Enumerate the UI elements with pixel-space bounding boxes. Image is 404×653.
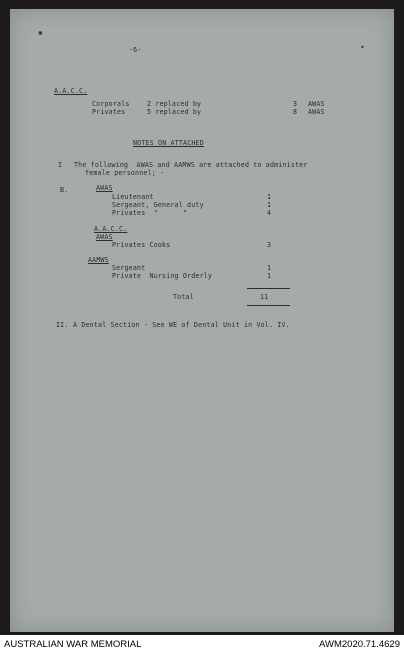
note-ii-text: A Dental Section - See WE of Dental Unit in Vol. IV.	[73, 321, 290, 329]
replacement-text-2: 5 replaced by	[147, 108, 202, 116]
replacement-unit-2: AWAS	[308, 108, 325, 116]
awas-row-label: Sergeant, General duty	[112, 201, 204, 209]
notes-heading: NOTES ON ATTACHED	[133, 139, 204, 147]
note-i-numeral: I	[58, 161, 63, 169]
footer-institution: AUSTRALIAN WAR MEMORIAL	[4, 639, 142, 650]
awas-row-label: Privates " "	[112, 209, 188, 217]
note-ii-numeral: II.	[56, 321, 69, 329]
awas-row-label: Lieutenant	[112, 193, 154, 201]
note-i-line2: female personnel; -	[85, 169, 165, 177]
aamws-heading: AAMWS	[88, 256, 109, 264]
footer-accession-number: AWM2020.71.4629	[319, 639, 400, 650]
awas-row-value: 1	[267, 193, 272, 201]
replacement-count-2: 8	[293, 108, 298, 116]
aamws-row-value: 1	[267, 264, 272, 272]
awas-heading: AWAS	[96, 184, 113, 192]
replacement-unit-1: AWAS	[308, 100, 325, 108]
replacement-count-1: 3	[293, 100, 298, 108]
margin-letter: B.	[60, 186, 69, 194]
page-number: -6-	[129, 46, 142, 54]
total-value: 11	[260, 293, 269, 301]
aacc-row-label: Privates Cooks	[112, 241, 171, 249]
aamws-row-label: Private Nursing Orderly	[112, 272, 213, 280]
aamws-row-value: 1	[267, 272, 272, 280]
total-rule-top	[247, 288, 290, 289]
pin-mark: •	[360, 43, 365, 52]
replacement-text-1: 2 replaced by	[147, 100, 202, 108]
archive-footer	[0, 635, 404, 653]
aacc-sub-heading: AWAS	[96, 233, 113, 241]
aacc-row-value: 3	[267, 241, 272, 249]
replacement-rank-2: Privates	[92, 108, 126, 116]
awas-row-value: 1	[267, 201, 272, 209]
note-i-line1: The following AWAS and AAMWS are attached to administer	[74, 161, 308, 169]
staple-mark: ▪	[38, 28, 43, 37]
aacc-heading: A.A.C.C.	[94, 225, 128, 233]
awas-row-value: 4	[267, 209, 272, 217]
total-rule-bottom	[247, 305, 290, 306]
document-page	[10, 9, 394, 632]
total-label: Total	[173, 293, 194, 301]
aamws-row-label: Sergeant	[112, 264, 146, 272]
section-heading: A.A.C.C.	[54, 87, 88, 95]
replacement-rank-1: Corporals	[92, 100, 130, 108]
